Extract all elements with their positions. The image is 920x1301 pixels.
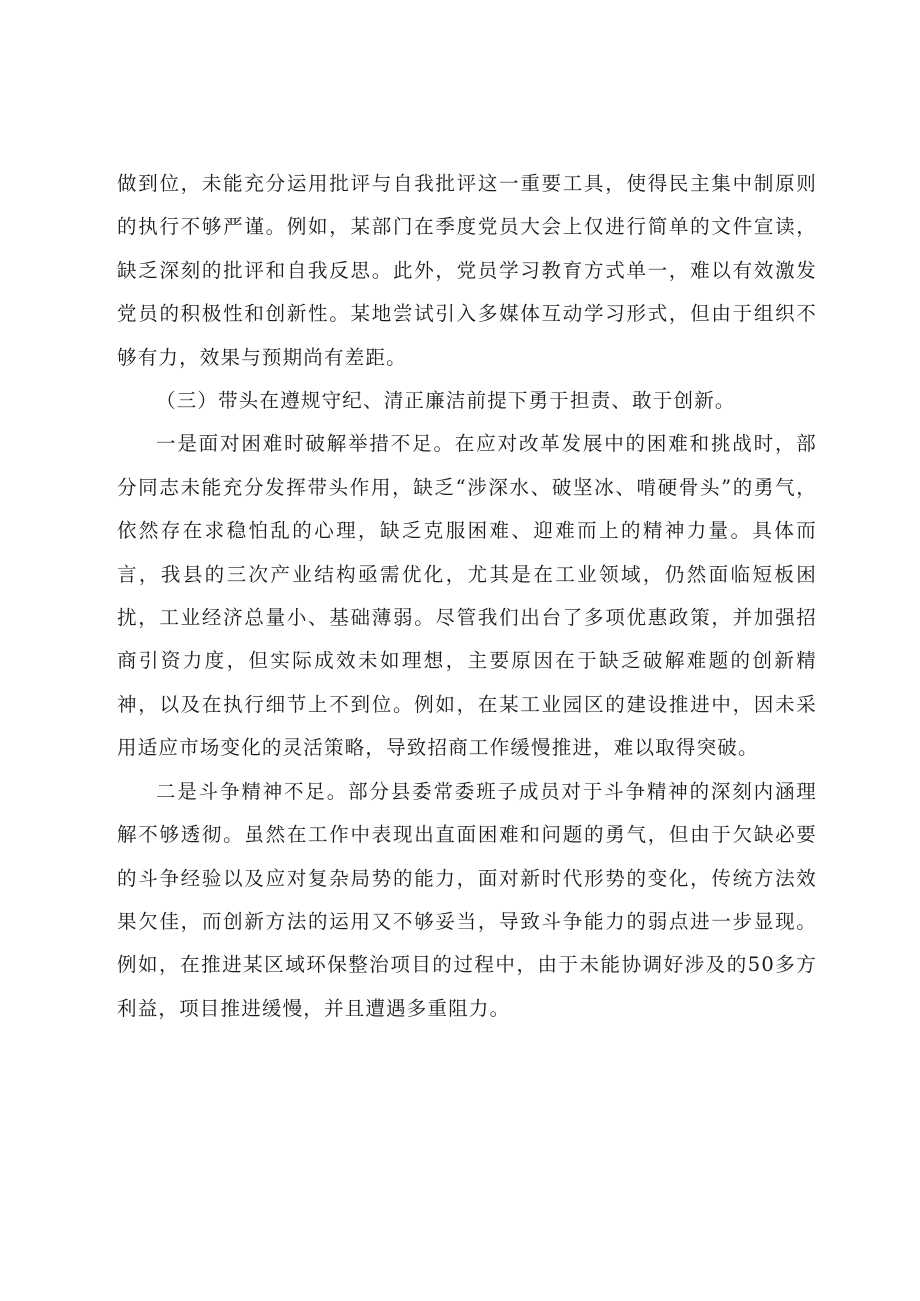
- paragraph-continuation: 做到位，未能充分运用批评与自我批评这一重要工具，使得民主集中制原则的执行不够严谨。例如，某部门在季度党员大会上仅进行简单的文件宣读，缺乏深刻的批评和自我反思。此外，党员学习教育方式单一，难以有效激发党员的积极性和创新性。某地尝试引入多媒体互动学习形式，但由于组织不够有力，效果与预期尚有差距。: [117, 172, 817, 369]
- section-heading-three: （三）带头在遵规守纪、清正廉洁前提下勇于担责、敢于创新。: [156, 389, 736, 413]
- document-body: [117, 162, 817, 1030]
- paragraph-point-two: 二是斗争精神不足。部分县委常委班子成员对于斗争精神的深刻内涵理解不够透彻。虽然在工作中表现出直面困难和问题的勇气，但由于欠缺必要的斗争经验以及应对复杂局势的能力，面对新时代形势的变化，传统方法效果欠佳，而创新方法的运用又不够妥当，导致斗争能力的弱点进一步显现。例如，在推进某区域环保整治项目的过程中，由于未能协调好涉及的50多方利益，项目推进缓慢，并且遭遇多重阻力。: [117, 779, 817, 1020]
- paragraph-point-one: 一是面对困难时破解举措不足。在应对改革发展中的困难和挑战时，部分同志未能充分发挥带头作用，缺乏“涉深水、破坚冰、啃硬骨头”的勇气，依然存在求稳怕乱的心理，缺乏克服困难、迎难而上的精神力量。具体而言，我县的三次产业结构亟需优化，尤其是在工业领域，仍然面临短板困扰，工业经济总量小、基础薄弱。尽管我们出台了多项优惠政策，并加强招商引资力度，但实际成效未如理想，主要原因在于缺乏破解难题的创新精神，以及在执行细节上不到位。例如，在某工业园区的建设推进中，因未采用适应市场变化的灵活策略，导致招商工作缓慢推进，难以取得突破。: [117, 432, 817, 760]
